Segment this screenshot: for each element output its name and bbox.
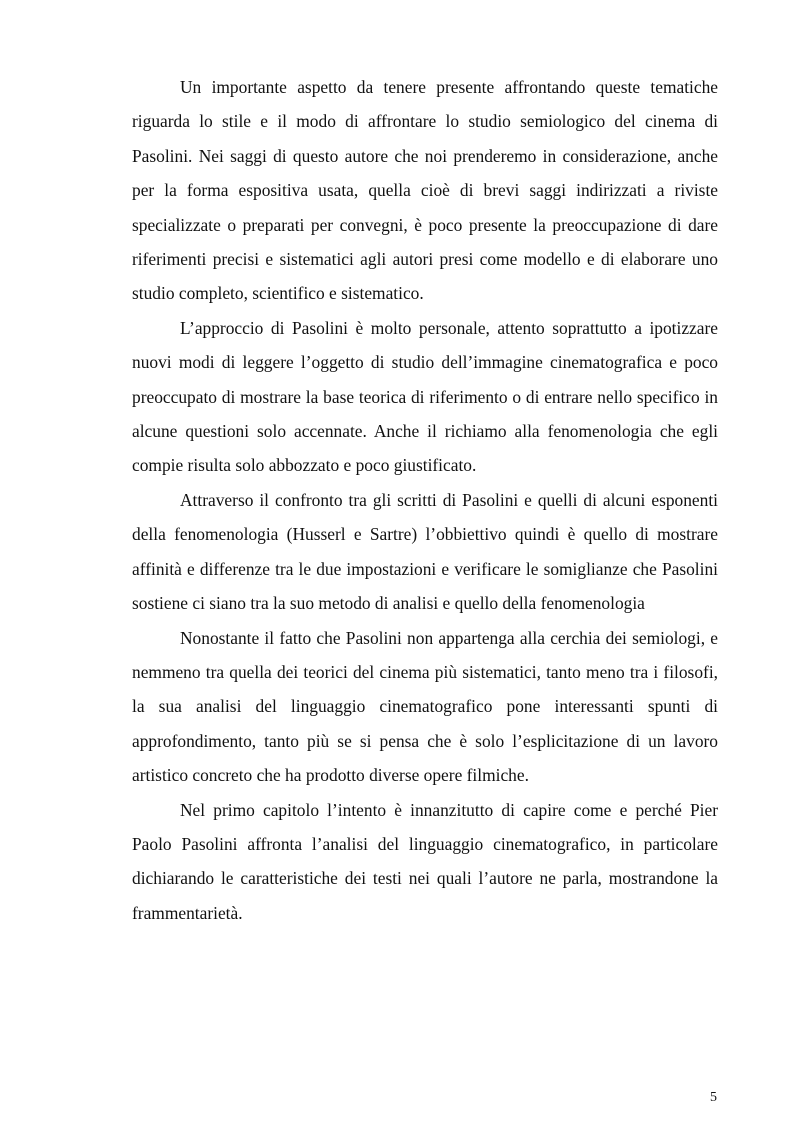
paragraph-1: Un importante aspetto da tenere presente affrontando queste tematiche riguarda lo stile e il modo di affrontare lo studio semiologico del cinema di Pasolini. Nei saggi di questo autore che noi prenderemo in considerazione, anche per la forma espositiva usata, quella cioè di brevi saggi indirizzati a riviste specializzate o preparati per convegni, è poco presente la preoccupazione di dare riferimenti precisi e sistematici agli autori presi come modello e di elaborare uno studio completo, scientifico e sistematico. [132, 77, 718, 304]
paragraph-4: Nonostante il fatto che Pasolini non appartenga alla cerchia dei semiologi, e nemmeno tra quella dei teorici del cinema più sistematici, tanto meno tra i filosofi, la sua analisi del linguaggio cinematografico pone interessanti spunti di approfondimento, tanto più se si pensa che è solo l’esplicitazione di un lavoro artistico concreto che ha prodotto diverse opere filmiche. [132, 627, 718, 786]
body-text [132, 70, 718, 930]
paragraph-3: Attraverso il confronto tra gli scritti di Pasolini e quelli di alcuni esponenti della fenomenologia (Husserl e Sartre) l’obbiettivo quindi è quello di mostrare affinità e differenze tra le due impostazioni e verificare le somiglianze che Pasolini sostiene ci siano tra la suo metodo di analisi e quello della fenomenologia [132, 489, 718, 614]
page-number: 5 [710, 1090, 717, 1105]
paragraph-5: Nel primo capitolo l’intento è innanzitutto di capire come e perché Pier Paolo Pasolini affronta l’analisi del linguaggio cinematografico, in particolare dichiarando le caratteristiche dei testi nei quali l’autore ne parla, mostrandone la frammentarietà. [132, 799, 718, 923]
paragraph-2: L’approccio di Pasolini è molto personale, attento soprattutto a ipotizzare nuovi modi di leggere l’oggetto di studio dell’immagine cinematografica e poco preoccupato di mostrare la base teorica di riferimento o di entrare nello specifico in alcune questioni solo accennate. Anche il richiamo alla fenomenologia che egli compie risulta solo abbozzato e poco giustificato. [132, 317, 718, 476]
